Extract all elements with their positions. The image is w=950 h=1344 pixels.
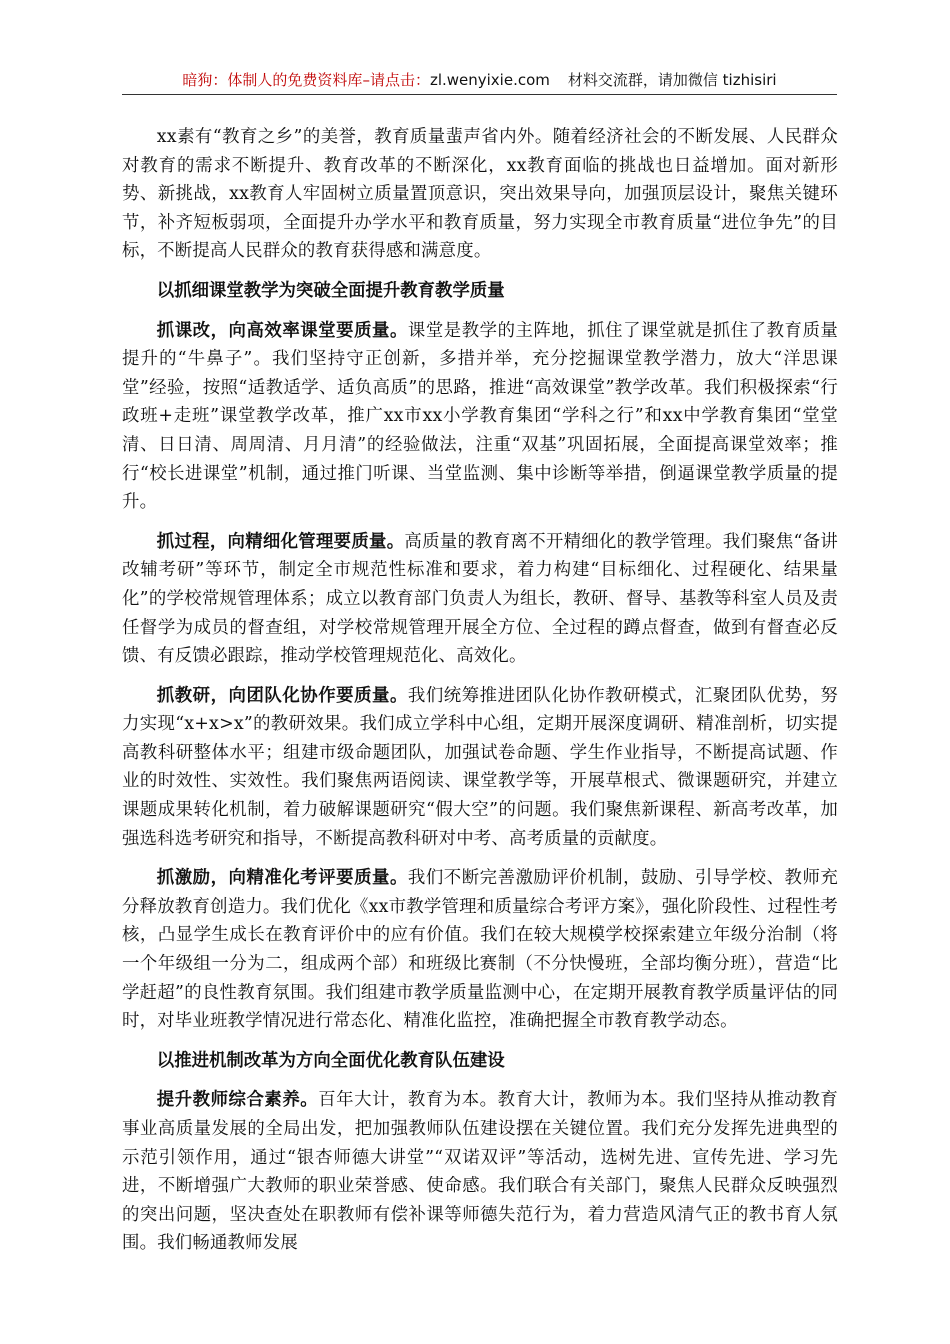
paragraph-text: 百年大计，教育为本。教育大计，教师为本。我们坚持从推动教育事业高质量发展的全局出发，把加强教师队伍建设摆在关键位置。我们充分发挥先进典型的示范引领作用，通过“银杏师德大讲堂”“双诺双评”等活动，选树先进、宣传先进、学习先进，不断增强广大教师的职业荣誉感、使命感。我们联合有关部门，聚焦人民群众反映强烈的突出问题，坚决查处在职教师有偿补课等师德失范行为，着力营造风清气正的教书育人氛围。我们畅通教师发展 [122,1090,838,1254]
paragraph-text: 高质量的教育离不开精细化的教学管理。我们聚焦“备讲改辅考研”等环节，制定全市规范性标准和要求，着力构建“目标细化、过程硬化、结果量化”的学校常规管理体系；成立以教育部门负责人为组长，教研、督导、基教等科室人员及责任督学为成员的督查组，对学校常规管理开展全方位、全过程的蹲点督查，做到有督查必反馈、有反馈必跟踪，推动学校管理规范化、高效化。 [122,531,838,667]
page-header [122,66,837,95]
paragraph-lead: 抓教研，向团队化协作要质量。 [156,685,408,706]
paragraph-teacher-quality [122,1086,838,1258]
paragraph-classroom-reform [122,317,838,517]
site-url-link[interactable]: zl.wenyixie.com [429,71,550,89]
paragraph-lead: 抓激励，向精准化考评要质量。 [156,868,408,889]
site-name: 暗狗：体制人的免费资料库 [182,71,363,89]
paragraph-teaching-research [122,682,838,854]
paragraph-process-management [122,528,838,671]
section2-heading: 以推进机制改革为方向全面优化教育队伍建设 [156,1050,505,1071]
paragraph-incentive-evaluation [122,864,838,1036]
paragraph-text: 课堂是教学的主阵地，抓住了课堂就是抓住了教育质量提升的“牛鼻子”。我们坚持守正创新，多措并举，充分挖掘课堂教学潜力，放大“洋思课堂”经验，按照“适教适学、适负高质”的思路，推进“高效课堂”教学改革。我们积极探索“行政班+走班”课堂教学改革，推广xx市xx小学教育集团“学科之行”和xx中学教育集团“堂堂清、日日清、周周清、月月清”的经验做法，注重“双基”巩固拓展，全面提高课堂效率；推行“校长进课堂”机制，通过推门听课、当堂监测、集中诊断等举措，倒逼课堂教学质量的提升。 [122,320,838,513]
contact-note: 材料交流群，请加微信 tizhisiri [567,71,777,89]
click-prefix: –请点击： [362,71,430,89]
document-body [122,123,838,1269]
paragraph-text: 我们统筹推进团队化协作教研模式，汇聚团队优势，努力实现“x+x>x”的教研效果。我们成立学科中心组，定期开展深度调研、精准剖析，切实提高教科研整体水平；组建市级命题团队，加强试卷命题、学生作业指导，不断提高试题、作业的时效性、实效性。我们聚焦两语阅读、课堂教学等，开展草根式、微课题研究，并建立课题成果转化机制，着力破解课题研究“假大空”的问题。我们聚焦新课程、新高考改革，加强选科选考研究和指导，不断提高教科研对中考、高考质量的贡献度。 [122,685,838,849]
paragraph-lead: 抓课改，向高效率课堂要质量。 [156,320,408,341]
intro-paragraph: xx素有“教育之乡”的美誉，教育质量蜚声省内外。随着经济社会的不断发展、人民群众对教育的需求不断提升、教育改革的不断深化，xx教育面临的挑战也日益增加。面对新形势、新挑战，xx教育人牢固树立质量置顶意识，突出效果导向，加强顶层设计，聚焦关键环节，补齐短板弱项，全面提升办学水平和教育质量，努力实现全市教育质量“进位争先”的目标，不断提高人民群众的教育获得感和满意度。 [122,127,838,262]
section1-heading: 以抓细课堂教学为突破全面提升教育教学质量 [156,280,505,301]
paragraph-text: 我们不断完善激励评价机制，鼓励、引导学校、教师充分释放教育创造力。我们优化《xx市教学管理和质量综合考评方案》，强化阶段性、过程性考核，凸显学生成长在教育评价中的应有价值。我们在较大规模学校探索建立年级分治制（将一个年级组一分为二，组成两个部）和班级比赛制（不分快慢班，全部均衡分班），营造“比学赶超”的良性教育氛围。我们组建市教学质量监测中心，在定期开展教育教学质量评估的同时，对毕业班教学情况进行常态化、精准化监控，准确把握全市教育教学动态。 [122,868,838,1032]
paragraph-lead: 提升教师综合素养。 [156,1090,319,1111]
paragraph-lead: 抓过程，向精细化管理要质量。 [156,531,405,552]
